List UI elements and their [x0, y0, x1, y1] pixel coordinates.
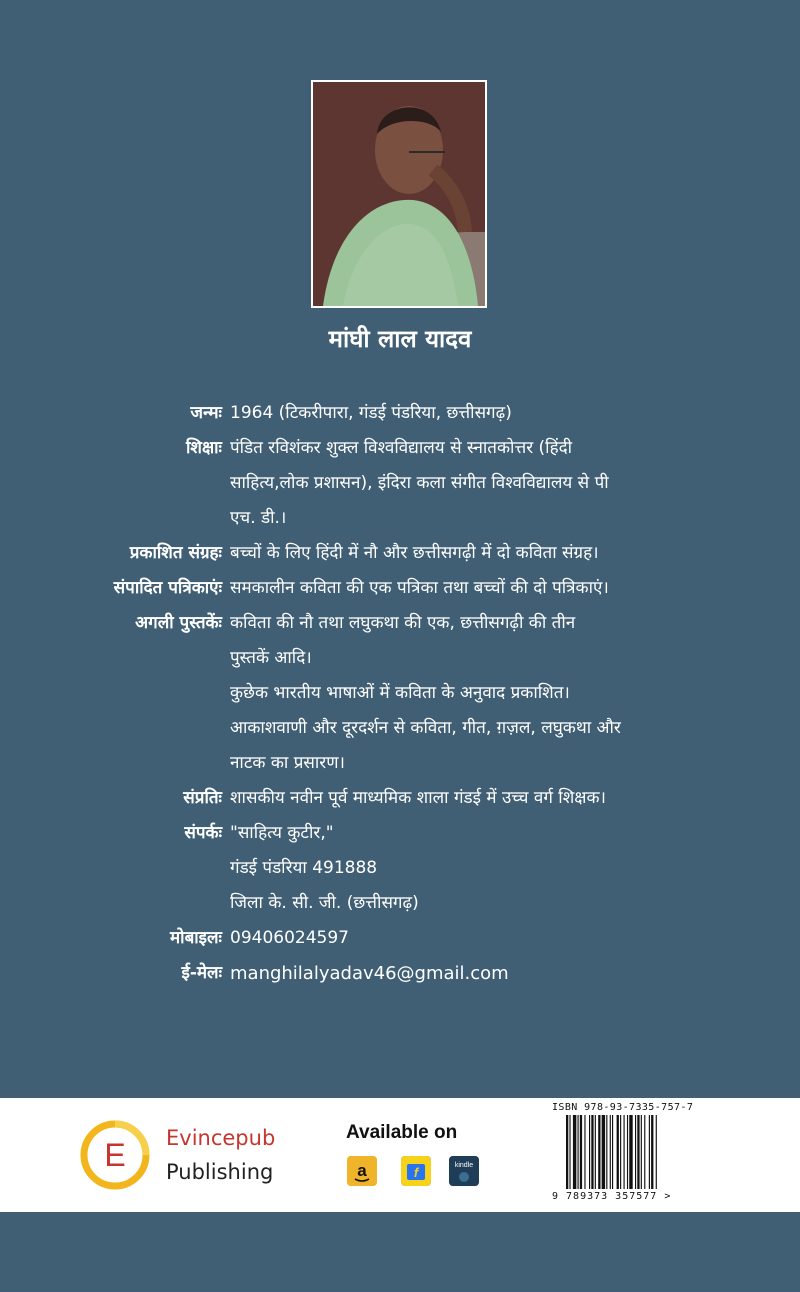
publisher-band: [0, 1098, 800, 1212]
detail-row-education: [0, 431, 800, 536]
detail-label: अगली पुस्तकेंः: [135, 613, 222, 633]
detail-row-contact: [0, 816, 800, 921]
detail-line: नाटक का प्रसारण।: [230, 753, 345, 773]
detail-label: जन्मः: [190, 403, 222, 423]
detail-label: मोबाइलः: [170, 928, 222, 948]
detail-value: [230, 431, 720, 536]
detail-label: संपादित पत्रिकाएंः: [113, 578, 222, 598]
svg-text:f: f: [413, 1165, 419, 1180]
detail-value: [230, 606, 720, 781]
author-photo-illustration: [313, 82, 485, 306]
detail-row-published: [0, 536, 800, 571]
detail-label: संप्रतिः: [183, 788, 222, 808]
detail-line: "साहित्य कुटीर,": [230, 823, 334, 843]
svg-text:kindle: kindle: [454, 1162, 474, 1169]
kindle-icon[interactable]: [449, 1156, 479, 1186]
author-details: [0, 396, 800, 991]
detail-row-upcoming: [0, 606, 800, 781]
publisher-subtitle: Publishing: [166, 1160, 274, 1184]
detail-row-mobile: [0, 921, 800, 956]
detail-value: [230, 956, 720, 991]
detail-value: [230, 571, 720, 606]
detail-line: 1964 (टिकरीपारा, गंडई पंडरिया, छत्तीसगढ़): [230, 403, 512, 423]
logo-letter: E: [104, 1137, 126, 1173]
isbn-barcode: [552, 1102, 722, 1206]
detail-line: पंडित रविशंकर शुक्ल विश्वविद्यालय से स्नातकोत्तर (हिंदी: [230, 438, 573, 458]
author-photo: [311, 80, 487, 308]
detail-value: [230, 536, 720, 571]
detail-label: प्रकाशित संग्रहः: [129, 543, 222, 563]
barcode-number: 9 789373 357577 >: [552, 1191, 672, 1202]
detail-line: गंडई पंडरिया 491888: [230, 858, 378, 878]
detail-line: आकाशवाणी और दूरदर्शन से कविता, गीत, ग़ज़ल, लघुकथा और: [230, 718, 621, 738]
detail-line: पुस्तकें आदि।: [230, 648, 312, 668]
detail-line: कविता की नौ तथा लघुकथा की एक, छत्तीसगढ़ी की तीन: [230, 613, 576, 633]
detail-label: ई-मेलः: [181, 963, 222, 983]
flipkart-icon[interactable]: [401, 1156, 431, 1186]
detail-row-email: [0, 956, 800, 991]
publisher-logo-icon: [80, 1120, 150, 1190]
detail-row-edited: [0, 571, 800, 606]
detail-line: साहित्य,लोक प्रशासन), इंदिरा कला संगीत विश्वविद्यालय से पी: [230, 473, 609, 493]
detail-row-current: [0, 781, 800, 816]
detail-label: संपर्कः: [184, 823, 222, 843]
detail-line: कुछेक भारतीय भाषाओं में कविता के अनुवाद प्रकाशित।: [230, 683, 570, 703]
detail-line: एच. डी.।: [230, 508, 287, 528]
detail-value: [230, 781, 720, 816]
detail-value: [230, 921, 720, 956]
amazon-icon[interactable]: [347, 1156, 377, 1186]
detail-line: बच्चों के लिए हिंदी में नौ और छत्तीसगढ़ी में दो कविता संग्रह।: [230, 543, 599, 563]
detail-label: शिक्षाः: [186, 438, 222, 458]
isbn-label: ISBN 978-93-7335-757-7: [552, 1102, 694, 1113]
svg-text:a: a: [357, 1161, 367, 1180]
detail-line: जिला के. सी. जी. (छत्तीसगढ़): [230, 893, 419, 913]
detail-line: समकालीन कविता की एक पत्रिका तथा बच्चों की दो पत्रिकाएं।: [230, 578, 609, 598]
detail-value: [230, 816, 720, 921]
barcode-bars: [566, 1115, 686, 1189]
available-on-heading: Available on: [346, 1122, 458, 1143]
detail-value: [230, 396, 720, 431]
publisher-name: Evincepub: [166, 1126, 276, 1150]
author-name: मांघी लाल यादव: [328, 325, 472, 353]
detail-row-birth: [0, 396, 800, 431]
detail-line: शासकीय नवीन पूर्व माध्यमिक शाला गंडई में उच्च वर्ग शिक्षक।: [230, 788, 606, 808]
email-address: manghilalyadav46@gmail.com: [230, 963, 509, 984]
mobile-number: 09406024597: [230, 928, 349, 948]
